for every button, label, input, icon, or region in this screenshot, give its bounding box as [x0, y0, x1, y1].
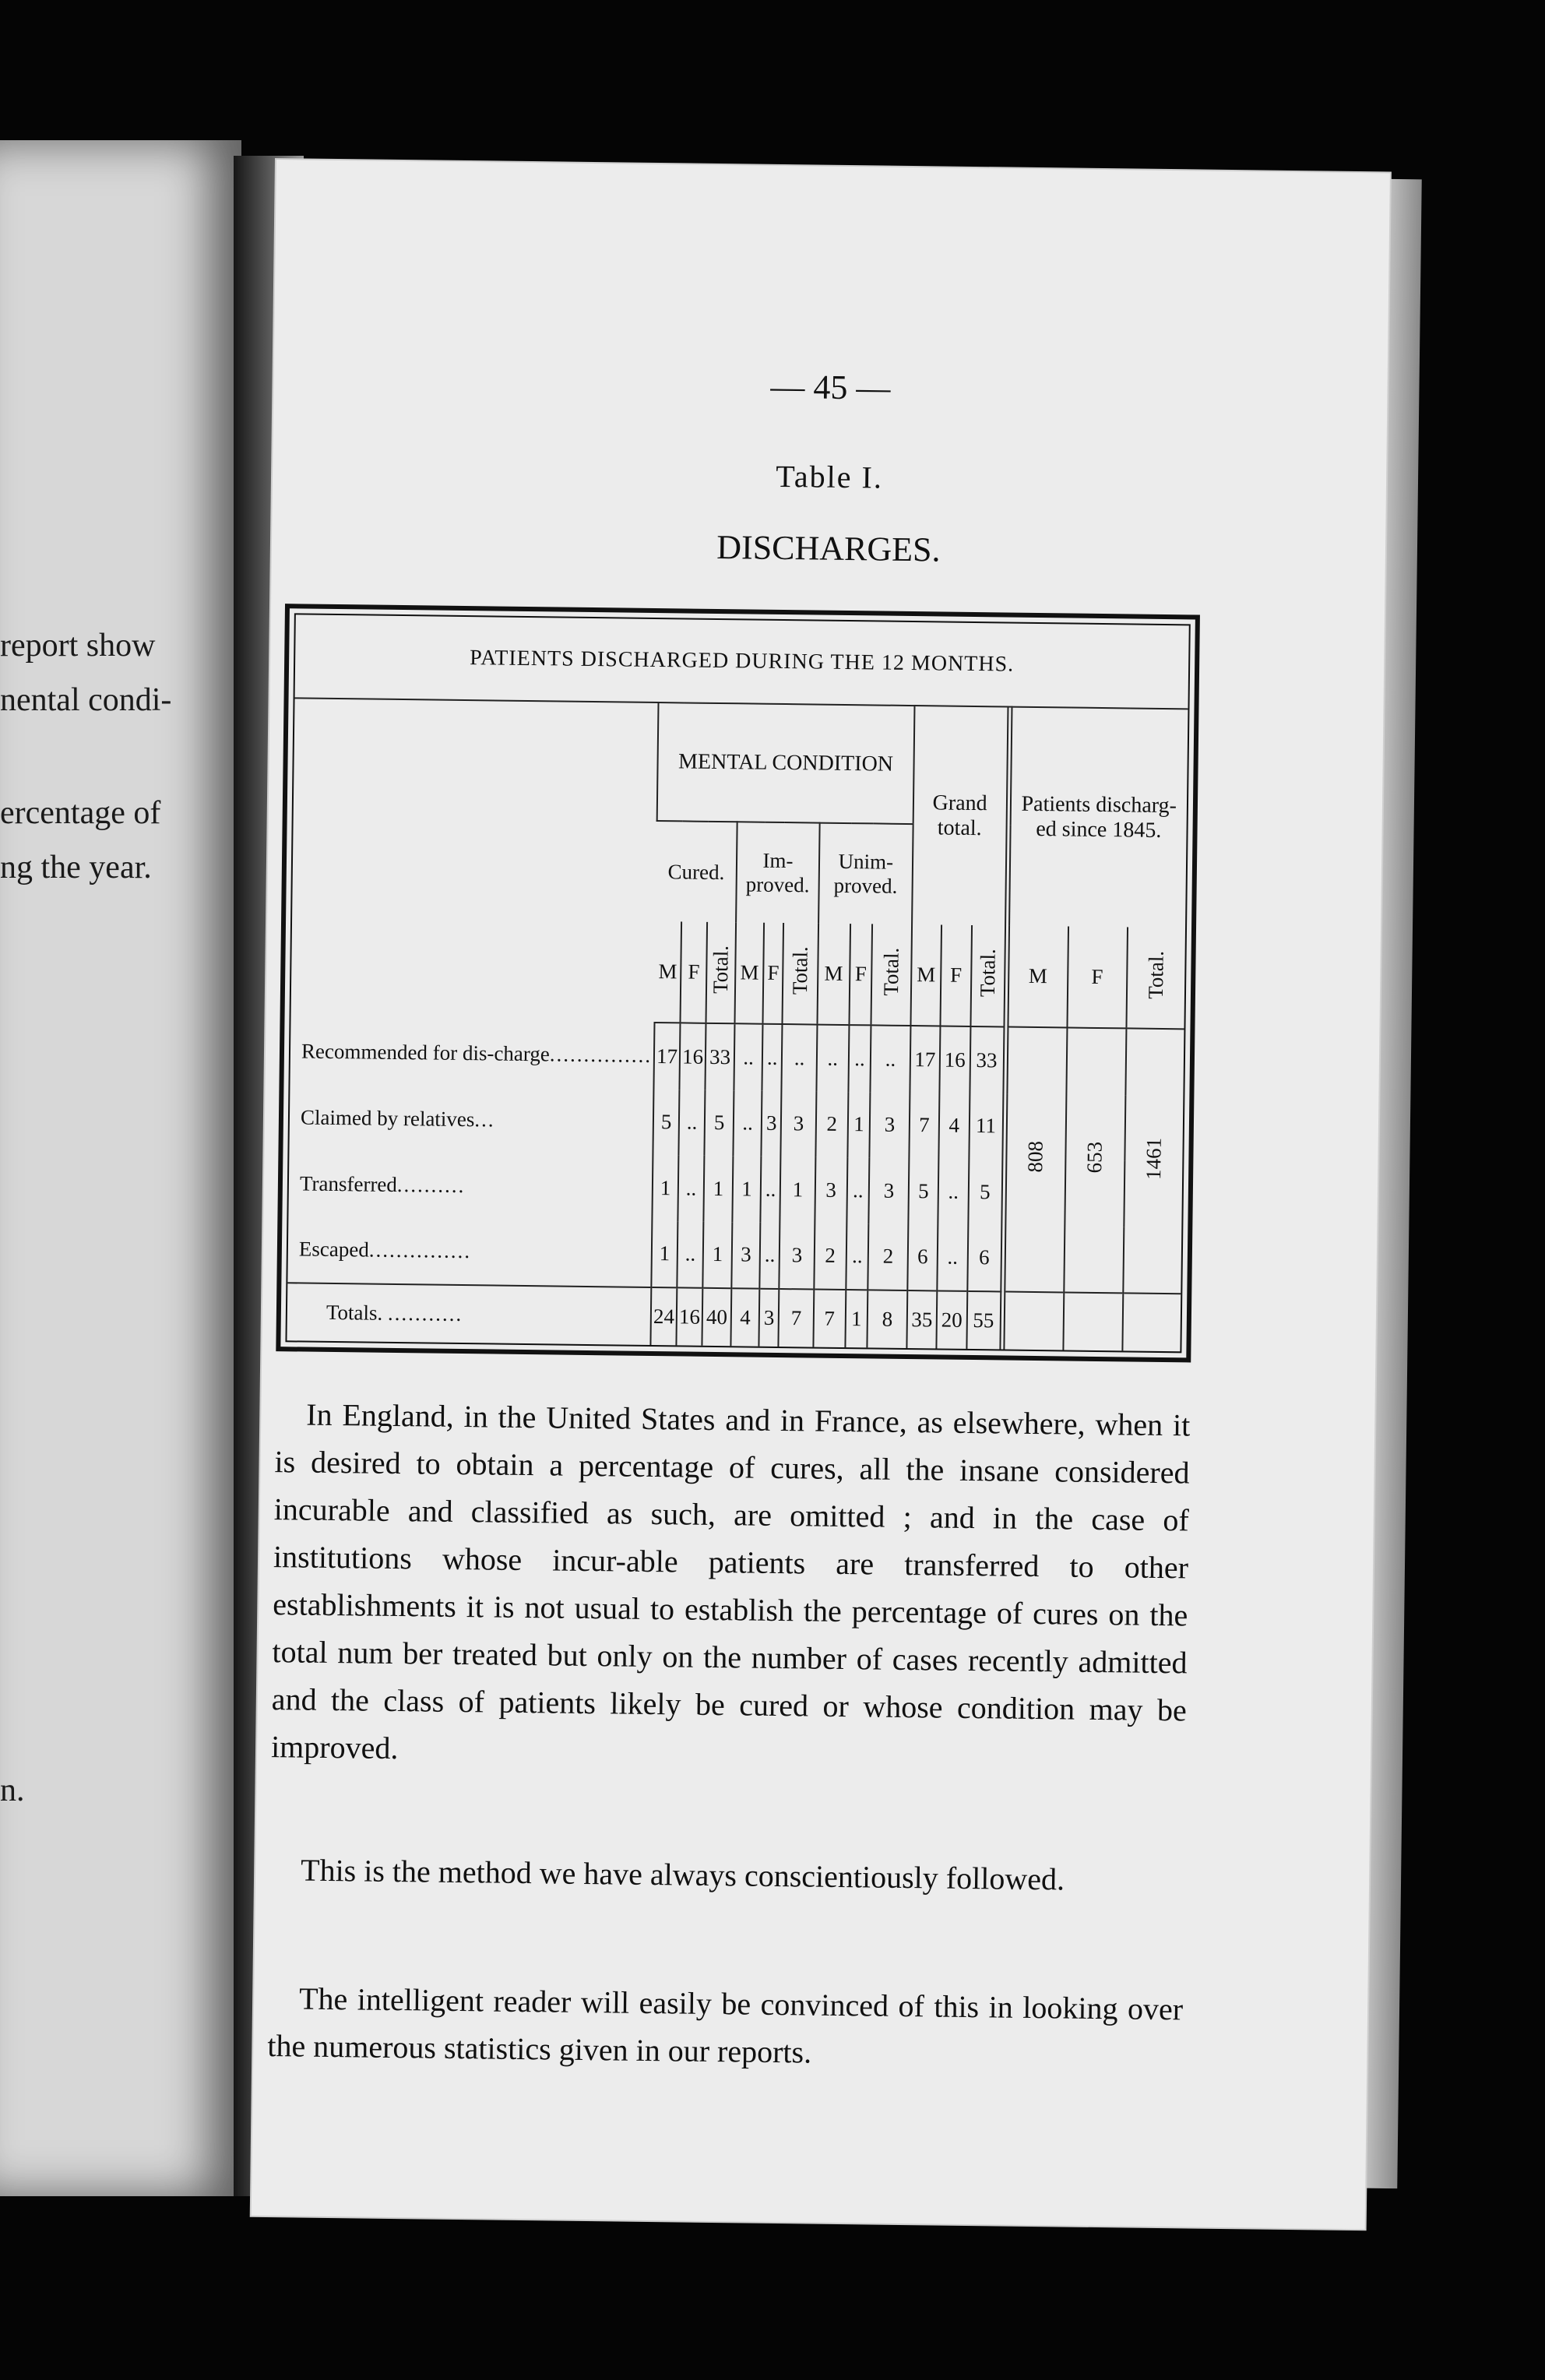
since-f-cell: 653 — [1064, 1028, 1126, 1294]
subgroup-cured: Cured. — [656, 821, 737, 922]
cell: .. — [871, 1026, 910, 1093]
col-m: M — [817, 924, 850, 1026]
cell: 17 — [910, 1026, 940, 1093]
since-m-cell: 808 — [1005, 1027, 1067, 1293]
cell: .. — [679, 1090, 706, 1156]
cell: 5 — [968, 1159, 1002, 1225]
cell: 24 — [651, 1287, 677, 1345]
since-empty-cell — [1063, 1293, 1123, 1351]
cell: 3 — [815, 1157, 847, 1223]
cell: 4 — [939, 1093, 970, 1159]
col-m: M — [735, 922, 765, 1024]
paragraph: In England, in the United States and in France, as elsewhere, when it is desired to obtain a percentage of cures, all the insane considered incurable and classified as such, are omitted ; and in the case of institutions whose incur-able patients are transferred to other establishments it is not usual to establish the percentage of cures on the total num ber treated but only on the number of cases recently admitted and the class of patients likely be cured or whose condition may be improved. — [270, 1396, 1191, 1766]
discharges-table-frame — [276, 604, 1200, 1362]
subgroup-improved: Im-proved. — [736, 822, 819, 923]
col-f: F — [1067, 927, 1128, 1029]
discharges-table-inner — [285, 613, 1190, 1353]
table-caption: Table I. — [776, 458, 884, 495]
cell: 40 — [702, 1288, 732, 1346]
cell: 20 — [937, 1291, 967, 1349]
cell: 16 — [680, 1023, 706, 1090]
since-empty-cell — [1004, 1292, 1064, 1350]
cell: .. — [677, 1221, 703, 1288]
col-f: F — [849, 924, 872, 1025]
paragraph: This is the method we have always conscientiously followed. — [300, 1852, 1065, 1897]
cell: 1 — [780, 1157, 815, 1223]
row-label: Totals. ........... — [287, 1283, 651, 1345]
page-number: — 45 — — [770, 367, 891, 407]
cell: 2 — [868, 1223, 908, 1290]
cell: .. — [734, 1023, 763, 1090]
since-total-cell: 1461 — [1123, 1029, 1184, 1294]
cell: 3 — [731, 1222, 760, 1289]
cell: 1 — [847, 1092, 871, 1158]
discharges-table — [287, 614, 1188, 1351]
cell: 2 — [815, 1091, 848, 1157]
cell: 2 — [814, 1223, 846, 1290]
book-page — [252, 160, 1390, 2229]
totals-row — [287, 1283, 1181, 1351]
since-empty-cell — [1122, 1293, 1181, 1351]
cell: 3 — [869, 1158, 909, 1224]
col-total: Total. — [970, 925, 1005, 1027]
cell: .. — [848, 1025, 871, 1092]
row-label: Transferred.......... — [299, 1171, 466, 1197]
table-banner: PATIENTS DISCHARGED DURING THE 12 MONTHS. — [295, 614, 1189, 709]
col-f: F — [681, 921, 708, 1023]
cell: .. — [678, 1156, 705, 1222]
cell: 16 — [940, 1026, 970, 1093]
cell: .. — [937, 1224, 967, 1291]
cell: .. — [762, 1024, 783, 1091]
cell: 7 — [909, 1093, 939, 1159]
group-mental-condition: MENTAL CONDITION — [657, 702, 914, 824]
col-total: Total. — [1126, 927, 1185, 1029]
col-total: Total. — [871, 924, 912, 1026]
left-facing-page — [0, 140, 241, 2196]
row-label: Escaped............... — [298, 1237, 472, 1263]
cell: 4 — [731, 1288, 760, 1346]
cell: .. — [734, 1090, 762, 1157]
cell: .. — [782, 1024, 817, 1091]
cell: .. — [938, 1159, 969, 1225]
cell: 1 — [704, 1156, 734, 1222]
group-patients-since: Patients discharg-ed since 1845. — [1009, 706, 1188, 928]
cell: 8 — [868, 1290, 907, 1348]
cell: .. — [759, 1222, 780, 1289]
cell: 1 — [733, 1156, 762, 1222]
cell: 1 — [653, 1155, 679, 1221]
cell: 1 — [845, 1290, 868, 1347]
cell: 3 — [759, 1289, 780, 1347]
cell: 1 — [702, 1221, 732, 1288]
cell: 6 — [967, 1224, 1001, 1291]
subgroup-unimproved: Unim-proved. — [818, 823, 913, 924]
paragraph: The intelligent reader will easily be convinced of this in looking over the numerous statistics given in our reports. — [267, 1980, 1184, 2070]
cell: 35 — [906, 1290, 937, 1348]
group-grand-total: Grand total. — [912, 706, 1008, 926]
row-label: Recommended for dis-charge............... — [301, 1039, 653, 1068]
cell: 6 — [907, 1224, 938, 1291]
cell: 55 — [966, 1291, 1001, 1349]
col-f: F — [941, 925, 972, 1027]
cell: .. — [846, 1223, 869, 1290]
row-label: Claimed by relatives... — [300, 1105, 495, 1132]
cell: 5 — [908, 1158, 938, 1224]
col-total: Total. — [783, 923, 818, 1025]
cell: 3 — [762, 1090, 782, 1157]
cell: .. — [816, 1025, 849, 1092]
left-page-line: report show — [0, 628, 156, 664]
col-total: Total. — [706, 922, 737, 1024]
cell: 7 — [779, 1289, 814, 1347]
cell: 3 — [870, 1092, 910, 1158]
cell: 3 — [780, 1223, 815, 1290]
left-page-line: nental condi- — [0, 682, 172, 718]
left-page-line: n. — [0, 1773, 25, 1808]
left-page-line: ng the year. — [0, 850, 152, 885]
col-m: M — [655, 921, 682, 1023]
col-m: M — [1008, 926, 1068, 1028]
cell: .. — [761, 1157, 781, 1223]
cell: 5 — [653, 1090, 680, 1156]
left-page-line: ercentage of — [0, 795, 161, 831]
col-f: F — [763, 923, 784, 1024]
cell: 33 — [970, 1026, 1004, 1093]
cell: 3 — [781, 1091, 816, 1157]
cell: 33 — [706, 1023, 735, 1090]
cell: 5 — [705, 1090, 734, 1157]
cell: 17 — [654, 1023, 681, 1090]
cell: 7 — [813, 1290, 846, 1347]
col-m: M — [910, 924, 941, 1026]
cell: 11 — [969, 1093, 1003, 1160]
row-label-header — [291, 698, 659, 1023]
cell: 16 — [677, 1288, 703, 1346]
cell: 1 — [651, 1221, 677, 1288]
table-row — [290, 1018, 1184, 1096]
cell: .. — [846, 1157, 870, 1223]
table-title: DISCHARGES. — [716, 527, 941, 569]
